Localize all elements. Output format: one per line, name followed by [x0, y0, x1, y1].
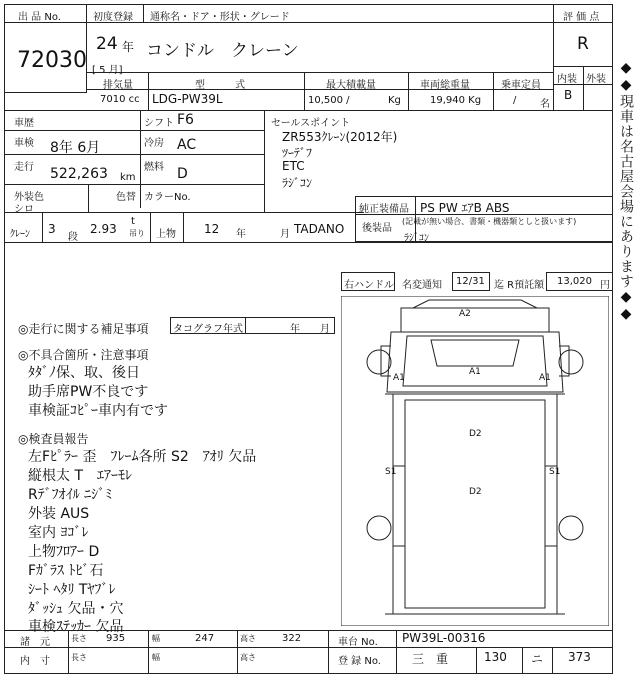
name-change: 12/31	[456, 276, 485, 287]
inspector-note-4: 外装 AUS	[28, 506, 90, 522]
ac-label: 冷房	[144, 138, 164, 149]
diagram-mark-1: A2	[459, 309, 471, 319]
crane-ton-unit2: 吊り	[129, 229, 145, 238]
width: 247	[195, 633, 215, 644]
interior-height-label: 高さ	[240, 653, 256, 662]
length-label: 長さ	[71, 634, 87, 643]
diagram-mark-6: S1	[385, 467, 397, 477]
crane-month-unit: 月	[280, 229, 290, 240]
capacity: /	[513, 95, 517, 106]
lot-no: 72030	[17, 48, 87, 73]
model-code: LDG-PW39L	[152, 92, 223, 106]
height: 322	[282, 633, 302, 644]
gross-weight-label: 車両総重量	[420, 80, 470, 91]
crane-stages: 3	[48, 222, 56, 236]
first-reg-month: [ 5 月]	[92, 65, 123, 76]
diagram-mark-8: D2	[469, 487, 482, 497]
mileage: 522,263	[50, 166, 108, 182]
crane-ton-unit: t	[131, 216, 135, 227]
inspector-note-8: ｼｰﾄ ﾍﾀﾘ Tﾔﾌﾞﾚ	[28, 582, 116, 598]
inspector-note-9: ﾀﾞｯｼｭ 欠品・穴	[28, 601, 124, 617]
crane-year-unit: 年	[236, 229, 246, 240]
aftermarket-label: 後装品	[362, 223, 392, 234]
diagram-mark-3: A1	[469, 367, 481, 377]
first-reg-year: 24	[96, 34, 118, 54]
crane-label: ｸﾚｰﾝ	[10, 229, 30, 240]
mileage-label: 走行	[14, 162, 34, 173]
interior-dims-label: 内 寸	[20, 656, 50, 667]
standard-equipment: PS PW ｴｱB ABS	[420, 201, 510, 215]
deposit: 13,020	[557, 276, 592, 287]
lot-no-label: 出 品 No.	[18, 12, 61, 23]
sales-points-label: セールスポイント	[271, 118, 351, 129]
sales-point-3: ETC	[282, 159, 305, 173]
deposit-label: 迄 R預託額	[494, 280, 545, 291]
name-label: 通称名・ドア・形状・グレード	[150, 12, 290, 23]
deposit-unit: 円	[600, 280, 610, 291]
inspector-note-1: 左Fﾋﾟﾗｰ 歪 ﾌﾚｰﾑ各所 S2 ｱｵﾘ 欠品	[28, 449, 257, 465]
capacity-label: 乗車定員	[501, 80, 541, 91]
exterior-color-label: 外装色	[14, 192, 44, 203]
defect-2: 助手席PW不良です	[28, 384, 149, 400]
fuel: D	[177, 166, 188, 182]
tachograph-year: 年	[290, 324, 300, 335]
tachograph-month: 月	[320, 324, 330, 335]
crane-stages-unit: 段	[68, 232, 78, 243]
inspector-note-10: 車検ｽﾃｯｶｰ 欠品	[28, 619, 124, 635]
reg-class: 130	[484, 650, 507, 664]
crane-year: 12	[204, 222, 220, 236]
displacement: 7010 cc	[100, 94, 140, 105]
crane-maker: TADANO	[294, 222, 345, 236]
crane-mount-label: 上物	[156, 229, 176, 240]
reg-kana: ニ	[531, 652, 544, 666]
sales-point-1: ZR553ｸﾚｰﾝ(2012年)	[282, 130, 398, 144]
displacement-label: 排気量	[103, 80, 133, 91]
inspector-note-7: Fｶﾞﾗｽ ﾄﾋﾞ石	[28, 563, 104, 579]
reg-number: 373	[568, 650, 591, 664]
shift: F6	[177, 112, 194, 128]
diagram-mark-5: D2	[469, 429, 482, 439]
inspector-note-6: 上物ﾌﾛｱｰ D	[28, 544, 100, 560]
model-label: 型 式	[195, 80, 245, 91]
inspector-label: ◎検査員報告	[18, 432, 89, 446]
interior-grade: B	[564, 88, 573, 102]
name-change-label: 名変通知	[402, 280, 442, 291]
first-reg-label: 初度登録	[93, 12, 133, 23]
capacity-unit: 名	[540, 99, 550, 110]
interior-length-label: 長さ	[71, 653, 87, 662]
diagram-mark-4: A1	[539, 373, 551, 383]
height-label: 高さ	[240, 634, 256, 643]
width-label: 幅	[152, 634, 160, 643]
chassis-label: 車台 No.	[338, 637, 378, 648]
history-label: 車歴	[14, 118, 34, 129]
interior-width-label: 幅	[152, 653, 160, 662]
inspector-note-2: 縦根太 T ｴｱｰﾓﾚ	[28, 468, 133, 484]
aftermarket-note: (記載が無い場合、書類・機器類としと扱います)	[402, 217, 577, 226]
crane-ton: 2.93	[90, 222, 117, 236]
chassis: PW39L-00316	[402, 631, 486, 645]
max-load-unit: Kg	[388, 95, 401, 106]
color-change-label: 色替	[116, 192, 136, 203]
exterior-grade-label: 外装	[586, 74, 606, 85]
tachograph-label: タコグラフ年式	[173, 324, 243, 335]
gross-weight: 19,940 Kg	[430, 95, 482, 106]
dims-label: 諸 元	[20, 637, 50, 648]
grade: R	[577, 34, 589, 54]
sales-point-4: ﾗｼﾞｺﾝ	[282, 176, 313, 190]
max-load-label: 最大積載量	[326, 80, 376, 91]
length: 935	[106, 633, 126, 644]
inspection: 8年 6月	[50, 140, 101, 156]
diagram-mark-2: A1	[393, 373, 405, 383]
reg-area: 三 重	[412, 652, 449, 666]
ac: AC	[177, 137, 197, 153]
diagram-mark-7: S1	[549, 467, 561, 477]
mileage-unit: km	[120, 172, 136, 183]
color-no-label: カラーNo.	[144, 192, 191, 203]
shift-label: シフト	[144, 118, 174, 129]
exterior-color: シロ	[14, 204, 34, 215]
registration-label: 登 録 No.	[338, 656, 381, 667]
inspector-note-5: 室内 ﾖｺﾞﾚ	[28, 525, 89, 541]
damage-diagram	[341, 296, 609, 626]
max-load: 10,500 /	[308, 95, 350, 106]
inspector-note-3: Rﾃﾞﾌｵｲﾙ ﾆｼﾞﾐ	[28, 487, 113, 503]
inspection-label: 車検	[14, 138, 34, 149]
defect-3: 車検証ｺﾋﾟｰ車内有です	[28, 403, 168, 419]
right-hand: 右ハンドル	[344, 280, 394, 291]
first-reg-year-unit: 年	[122, 40, 135, 54]
fuel-label: 燃料	[144, 162, 164, 173]
sales-point-2: ﾂｰﾃﾞﾌ	[282, 146, 313, 160]
side-banner: ◆◆現車は名古屋会場にあります◆◆	[618, 60, 634, 323]
aftermarket: ﾗｼﾞｺﾝ	[404, 233, 429, 244]
grade-label: 評 価 点	[563, 12, 600, 23]
defect-1: ﾀﾀﾞﾉ保、取、後日	[28, 365, 140, 381]
defects-label: ◎不具合箇所・注意事項	[18, 348, 149, 362]
standard-equipment-label: 純正装備品	[359, 204, 409, 215]
model-name: コンドル クレーン	[146, 41, 299, 61]
driving-notes-label: ◎走行に関する補足事項	[18, 322, 149, 336]
interior-grade-label: 内装	[557, 74, 577, 85]
